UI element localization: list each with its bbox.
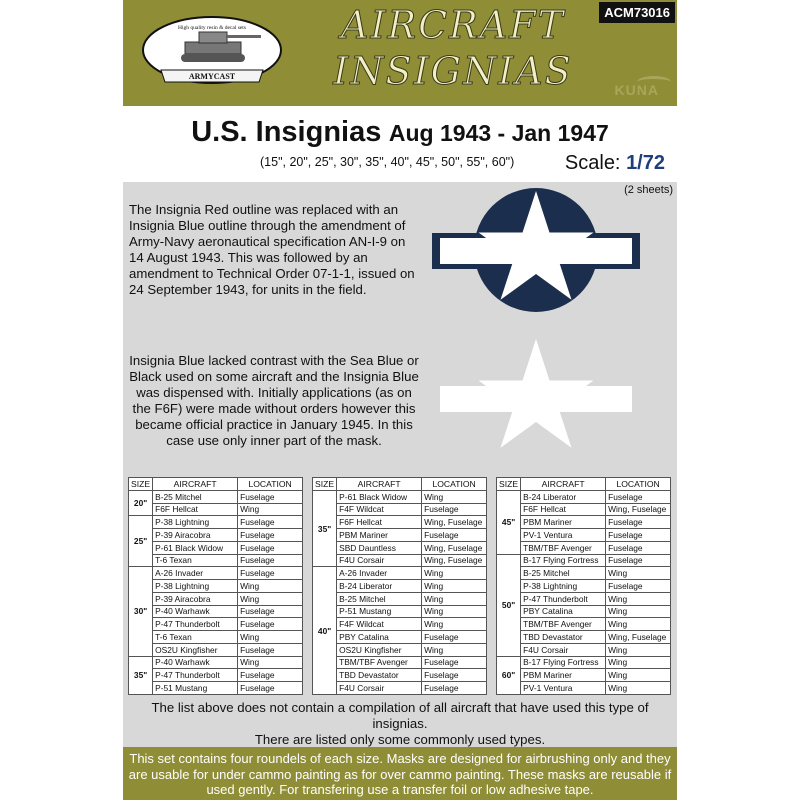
location-cell: Wing — [422, 618, 487, 631]
aircraft-cell: SBD Dauntless — [337, 541, 422, 554]
location-cell: Wing — [606, 656, 671, 669]
aircraft-cell: PBY Catalina — [521, 605, 606, 618]
location-cell: Fuselage — [422, 656, 487, 669]
table-row — [313, 529, 487, 542]
scale-label — [565, 152, 665, 175]
location-cell: Wing — [606, 605, 671, 618]
table-row — [497, 516, 671, 529]
table-row — [497, 541, 671, 554]
table-row — [313, 541, 487, 554]
aircraft-cell: T-6 Texan — [153, 554, 238, 567]
location-cell: Wing — [606, 592, 671, 605]
table-row — [497, 618, 671, 631]
size-cell: 25" — [129, 516, 153, 567]
table-header-row — [497, 478, 671, 491]
table-row — [313, 580, 487, 593]
aircraft-cell: P-40 Warhawk — [153, 605, 238, 618]
aircraft-cell: P-47 Thunderbolt — [153, 669, 238, 682]
aircraft-cell: P-47 Thunderbolt — [153, 618, 238, 631]
table-row — [129, 592, 303, 605]
aircraft-cell: B-17 Flying Fortress — [521, 656, 606, 669]
brand-title-line1: AIRCRAFT — [341, 3, 565, 47]
table-row — [129, 669, 303, 682]
table-row — [129, 529, 303, 542]
aircraft-header: AIRCRAFT — [337, 478, 422, 491]
footer-info: This set contains four roundels of each size. Masks are designed for airbrushing only and they are usable for under cammo painting as for over cammo painting. These masks are reusable if used gently. For transfering use a transfer foil or low adhesive tape. — [123, 747, 677, 800]
list-disclaimer — [123, 700, 677, 748]
aircraft-cell: PBY Catalina — [337, 631, 422, 644]
aircraft-cell: PV-1 Ventura — [521, 529, 606, 542]
aircraft-cell: TBM/TBF Avenger — [521, 541, 606, 554]
aircraft-cell: B-24 Liberator — [521, 490, 606, 503]
table-row — [129, 490, 303, 503]
roundel-white-only-icon — [426, 336, 646, 460]
table-row — [313, 516, 487, 529]
aircraft-cell: TBD Devastator — [337, 669, 422, 682]
aircraft-cell: PBM Mariner — [521, 516, 606, 529]
armycast-logo — [141, 12, 283, 92]
table-row — [129, 516, 303, 529]
aircraft-cell: P-40 Warhawk — [153, 656, 238, 669]
location-cell: Wing — [606, 643, 671, 656]
table-row — [313, 567, 487, 580]
location-header: LOCATION — [606, 478, 671, 491]
location-cell: Fuselage — [606, 529, 671, 542]
aircraft-cell: OS2U Kingfisher — [153, 643, 238, 656]
aircraft-cell: P-39 Airacobra — [153, 529, 238, 542]
location-cell: Wing — [422, 580, 487, 593]
table-row — [497, 503, 671, 516]
table-header-row — [129, 478, 303, 491]
table-row — [313, 503, 487, 516]
location-cell: Fuselage — [238, 682, 303, 695]
aircraft-cell: B-25 Mitchel — [153, 490, 238, 503]
table-row — [129, 618, 303, 631]
sizes-list: (15", 20", 25", 30", 35", 40", 45", 50", 55", 60") — [260, 155, 515, 169]
table-row — [497, 669, 671, 682]
size-table-1 — [128, 477, 303, 695]
scale-prefix: Scale: — [564, 152, 621, 174]
location-cell: Fuselage — [238, 605, 303, 618]
aircraft-cell: TBD Devastator — [521, 631, 606, 644]
aircraft-cell: F4U Corsair — [337, 682, 422, 695]
table-row — [129, 580, 303, 593]
location-cell: Wing — [238, 592, 303, 605]
kuna-logo: KUNA — [614, 82, 659, 98]
location-cell: Fuselage — [238, 567, 303, 580]
size-cell: 40" — [313, 567, 337, 695]
aircraft-cell: B-25 Mitchel — [337, 592, 422, 605]
size-table-2 — [312, 477, 487, 695]
size-cell: 30" — [129, 567, 153, 656]
location-cell: Wing — [238, 503, 303, 516]
aircraft-cell: P-61 Black Widow — [337, 490, 422, 503]
location-cell: Wing — [422, 643, 487, 656]
aircraft-cell: P-51 Mustang — [337, 605, 422, 618]
location-cell: Wing, Fuselage — [422, 541, 487, 554]
header-banner — [123, 0, 677, 106]
table-row — [313, 618, 487, 631]
aircraft-cell: B-25 Mitchel — [521, 567, 606, 580]
aircraft-cell: P-61 Black Widow — [153, 541, 238, 554]
aircraft-cell: A-26 Invader — [337, 567, 422, 580]
aircraft-cell: P-51 Mustang — [153, 682, 238, 695]
table-header-row — [313, 478, 487, 491]
paragraph-blue-outline: The Insignia Red outline was replaced with an Insignia Blue outline through the amendment of Army-Navy aeronautical specification AN-I-9 on 14 August 1943. This was followed by an amendment to Technical Order 07-1-1, issued on 24 September 1943, for units in the field. — [129, 202, 415, 297]
brand-title-line2: INSIGNIAS — [333, 49, 573, 93]
aircraft-cell: F6F Hellcat — [521, 503, 606, 516]
size-cell: 35" — [313, 490, 337, 567]
table-row — [313, 656, 487, 669]
table-row — [497, 643, 671, 656]
location-cell: Fuselage — [238, 541, 303, 554]
aircraft-cell: PBM Mariner — [337, 529, 422, 542]
table-row — [497, 580, 671, 593]
location-cell: Wing — [606, 567, 671, 580]
aircraft-cell: PBM Mariner — [521, 669, 606, 682]
table-row — [129, 605, 303, 618]
location-cell: Fuselage — [238, 516, 303, 529]
table-row — [129, 554, 303, 567]
table-row — [129, 656, 303, 669]
paragraph-no-blue: Insignia Blue lacked contrast with the Sea Blue or Black used on some aircraft and the Insignia Blue was dispensed with. Initially applications (as on the F6F) were made without orders however this became official practice in January 1945. In this case use only inner part of the mask. — [129, 353, 419, 448]
location-cell: Wing — [422, 592, 487, 605]
page-title — [123, 116, 677, 149]
size-table-3 — [496, 477, 671, 695]
aircraft-cell: F4F Wildcat — [337, 618, 422, 631]
location-cell: Wing — [238, 656, 303, 669]
location-cell: Wing — [422, 605, 487, 618]
location-cell: Fuselage — [238, 529, 303, 542]
aircraft-cell: B-24 Liberator — [337, 580, 422, 593]
location-cell: Fuselage — [238, 669, 303, 682]
location-cell: Fuselage — [238, 618, 303, 631]
sheets-count: (2 sheets) — [624, 184, 673, 196]
table-row — [129, 541, 303, 554]
aircraft-cell: P-38 Lightning — [153, 516, 238, 529]
table-row — [497, 605, 671, 618]
size-cell: 20" — [129, 490, 153, 516]
location-cell: Fuselage — [422, 503, 487, 516]
table-row — [313, 669, 487, 682]
svg-text:ARMYCAST: ARMYCAST — [188, 72, 236, 81]
size-header: SIZE — [497, 478, 521, 491]
location-cell: Fuselage — [606, 490, 671, 503]
aircraft-header: AIRCRAFT — [153, 478, 238, 491]
aircraft-cell: P-39 Airacobra — [153, 592, 238, 605]
brand-title — [323, 2, 583, 94]
table-row — [129, 682, 303, 695]
location-cell: Fuselage — [422, 669, 487, 682]
title-main: U.S. Insignias — [191, 116, 382, 148]
location-cell: Wing, Fuselage — [606, 503, 671, 516]
size-cell: 50" — [497, 554, 521, 656]
size-cell: 35" — [129, 656, 153, 694]
location-cell: Wing — [606, 618, 671, 631]
aircraft-header: AIRCRAFT — [521, 478, 606, 491]
location-cell: Wing — [606, 669, 671, 682]
product-code: ACM73016 — [599, 2, 675, 23]
location-cell: Fuselage — [606, 516, 671, 529]
location-header: LOCATION — [238, 478, 303, 491]
aircraft-cell: T-6 Texan — [153, 631, 238, 644]
table-row — [313, 605, 487, 618]
title-dates: Aug 1943 - Jan 1947 — [388, 120, 609, 146]
svg-text:High quality resin & decal set: High quality resin & decal sets — [178, 25, 246, 31]
aircraft-cell: F6F Hellcat — [337, 516, 422, 529]
table-row — [497, 567, 671, 580]
table-row — [129, 631, 303, 644]
location-cell: Wing, Fuselage — [606, 631, 671, 644]
size-cell: 60" — [497, 656, 521, 694]
location-cell: Wing — [606, 682, 671, 695]
aircraft-cell: A-26 Invader — [153, 567, 238, 580]
table-row — [497, 529, 671, 542]
title-band — [123, 106, 677, 182]
table-row — [313, 592, 487, 605]
aircraft-cell: TBM/TBF Avenger — [337, 656, 422, 669]
aircraft-cell: TBM/TBF Avenger — [521, 618, 606, 631]
location-cell: Fuselage — [238, 643, 303, 656]
table-row — [497, 631, 671, 644]
location-cell: Fuselage — [606, 554, 671, 567]
location-cell: Fuselage — [422, 631, 487, 644]
location-cell: Wing, Fuselage — [422, 516, 487, 529]
table-row — [497, 592, 671, 605]
table-row — [313, 631, 487, 644]
aircraft-cell: P-38 Lightning — [153, 580, 238, 593]
aircraft-cell: OS2U Kingfisher — [337, 643, 422, 656]
scale-value: 1/72 — [626, 152, 665, 174]
instruction-sheet — [123, 0, 677, 800]
aircraft-cell: PV-1 Ventura — [521, 682, 606, 695]
table-row — [497, 656, 671, 669]
table-row — [497, 490, 671, 503]
table-row — [313, 490, 487, 503]
location-cell: Wing — [238, 631, 303, 644]
location-cell: Wing, Fuselage — [422, 554, 487, 567]
aircraft-cell: F6F Hellcat — [153, 503, 238, 516]
size-header: SIZE — [313, 478, 337, 491]
table-row — [129, 567, 303, 580]
table-row — [497, 682, 671, 695]
disclaimer-line2: There are listed only some commonly used types. — [254, 732, 546, 747]
aircraft-cell: F4U Corsair — [521, 643, 606, 656]
location-cell: Fuselage — [422, 682, 487, 695]
size-header: SIZE — [129, 478, 153, 491]
disclaimer-line1: The list above does not contain a compilation of all aircraft that have used this type of insignias. — [151, 700, 649, 731]
aircraft-cell: F4U Corsair — [337, 554, 422, 567]
location-cell: Fuselage — [606, 541, 671, 554]
table-row — [129, 643, 303, 656]
aircraft-cell: B-17 Flying Fortress — [521, 554, 606, 567]
location-cell: Wing — [238, 580, 303, 593]
location-header: LOCATION — [422, 478, 487, 491]
aircraft-cell: P-47 Thunderbolt — [521, 592, 606, 605]
table-row — [313, 554, 487, 567]
location-cell: Wing — [422, 490, 487, 503]
location-cell: Fuselage — [238, 490, 303, 503]
location-cell: Fuselage — [238, 554, 303, 567]
location-cell: Fuselage — [606, 580, 671, 593]
roundel-with-blue-outline-icon — [426, 188, 646, 312]
table-row — [313, 682, 487, 695]
aircraft-cell: F4F Wildcat — [337, 503, 422, 516]
size-cell: 45" — [497, 490, 521, 554]
table-row — [129, 503, 303, 516]
location-cell: Fuselage — [422, 529, 487, 542]
aircraft-cell: P-38 Lightning — [521, 580, 606, 593]
table-row — [313, 643, 487, 656]
location-cell: Wing — [422, 567, 487, 580]
table-row — [497, 554, 671, 567]
